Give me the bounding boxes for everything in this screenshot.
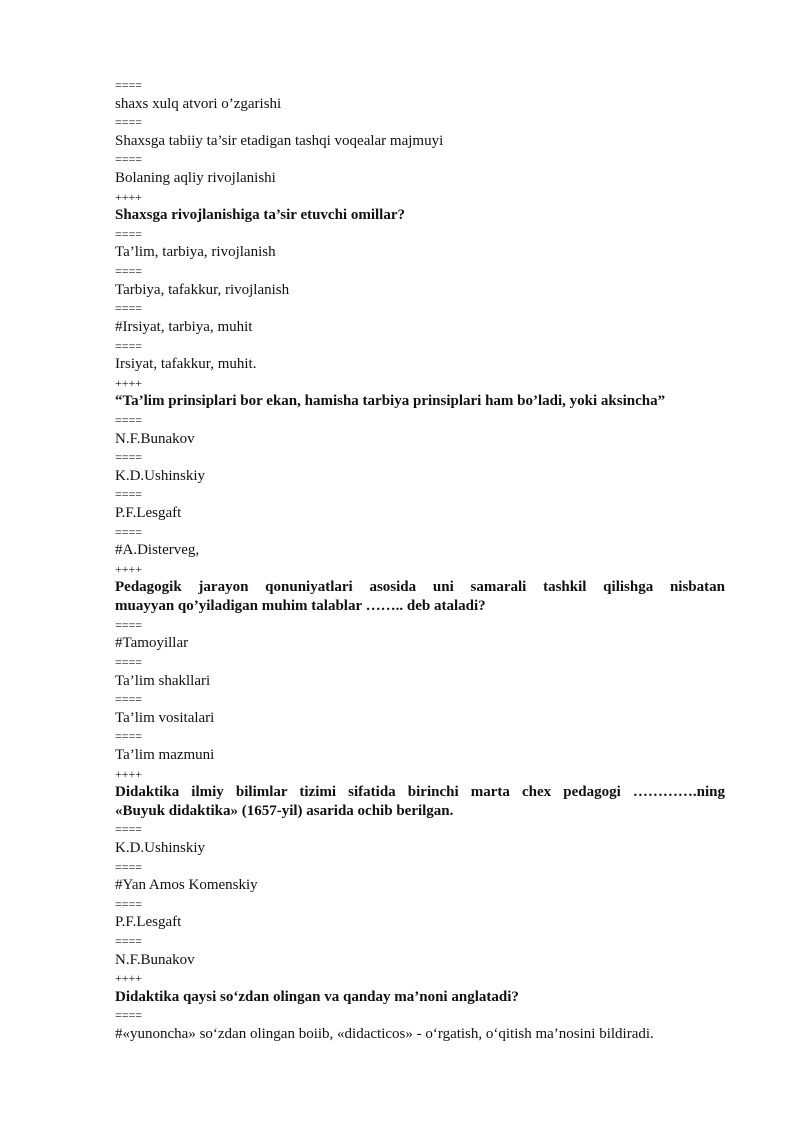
separator: ====: [115, 450, 143, 465]
separator: ====: [115, 1008, 143, 1023]
answer-option: Shaxsga tabiiy ta’sir etadigan tashqi voqealar majmuyi: [115, 132, 444, 149]
document-page: [115, 76, 725, 1044]
separator: ====: [115, 896, 143, 911]
separator: ====: [115, 934, 143, 949]
question-text-line: muayyan qo’yiladigan muhim talablar …….. deb ataladi?: [115, 598, 486, 615]
answer-option: K.D.Ushinskiy: [115, 839, 206, 856]
separator: ====: [115, 617, 143, 632]
separator: ====: [115, 412, 143, 427]
answer-option: Ta’lim shakllari: [115, 672, 211, 689]
question-text-line: «Buyuk didaktika» (1657-yil) asarida ochib berilgan.: [115, 802, 454, 819]
separator: ====: [115, 654, 143, 669]
answer-option: P.F.Lesgaft: [115, 914, 182, 931]
answer-option: P.F.Lesgaft: [115, 505, 182, 522]
separator: ====: [115, 301, 143, 316]
question-text-line: Pedagogik jarayon qonuniyatlari asosida uni samarali tashkil qilishga nisbatan: [115, 579, 725, 596]
answer-option: K.D.Ushinskiy: [115, 467, 206, 484]
answer-option: shaxs xulq atvori o’zgarishi: [115, 95, 282, 112]
answer-option-correct: #«yunoncha» so‘zdan olingan boiib, «didacticos» - o‘rgatish, o‘qitish ma’nosini bildiradi.: [115, 1026, 654, 1043]
separator: ====: [115, 115, 143, 130]
separator: ====: [115, 338, 143, 353]
separator: ====: [115, 487, 143, 502]
question-text: Shaxsga rivojlanishiga ta’sir etuvchi omillar?: [115, 207, 406, 224]
question-text-line: Didaktika ilmiy bilimlar tizimi sifatida birinchi marta chex pedagogi ………….ning: [115, 784, 725, 801]
answer-option: N.F.Bunakov: [115, 951, 195, 968]
separator: ====: [115, 226, 143, 241]
question-text: Didaktika qaysi so‘zdan olingan va qanday ma’noni anglatadi?: [115, 988, 519, 1005]
answer-option: Irsiyat, tafakkur, muhit.: [115, 356, 257, 373]
question-text: “Ta’lim prinsiplari bor ekan, hamisha tarbiya prinsiplari ham bo’ladi, yoki aksincha”: [115, 393, 666, 410]
separator: ====: [115, 264, 143, 279]
question-separator: ++++: [115, 375, 143, 390]
answer-option: Ta’lim vositalari: [115, 709, 215, 726]
answer-option: N.F.Bunakov: [115, 430, 195, 447]
answer-option-correct: #Tamoyillar: [115, 635, 189, 652]
separator: ====: [115, 692, 143, 707]
question-separator: ++++: [115, 766, 143, 781]
question-separator: ++++: [115, 561, 143, 576]
separator: ====: [115, 152, 143, 167]
separator: ====: [115, 524, 143, 539]
separator: ====: [115, 822, 143, 837]
question-separator: ++++: [115, 189, 143, 204]
answer-option-correct: #Yan Amos Komenskiy: [115, 877, 258, 894]
answer-option-correct: #A.Disterveg,: [115, 542, 200, 559]
answer-option: Tarbiya, tafakkur, rivojlanish: [115, 281, 290, 298]
separator: ====: [115, 859, 143, 874]
answer-option: Ta’lim, tarbiya, rivojlanish: [115, 244, 276, 261]
separator: ====: [115, 729, 143, 744]
answer-option: Ta’lim mazmuni: [115, 746, 215, 763]
question-separator: ++++: [115, 971, 143, 986]
answer-option: Bolaning aqliy rivojlanishi: [115, 170, 276, 187]
separator: ====: [115, 78, 143, 92]
answer-option-correct: #Irsiyat, tarbiya, muhit: [115, 318, 253, 335]
